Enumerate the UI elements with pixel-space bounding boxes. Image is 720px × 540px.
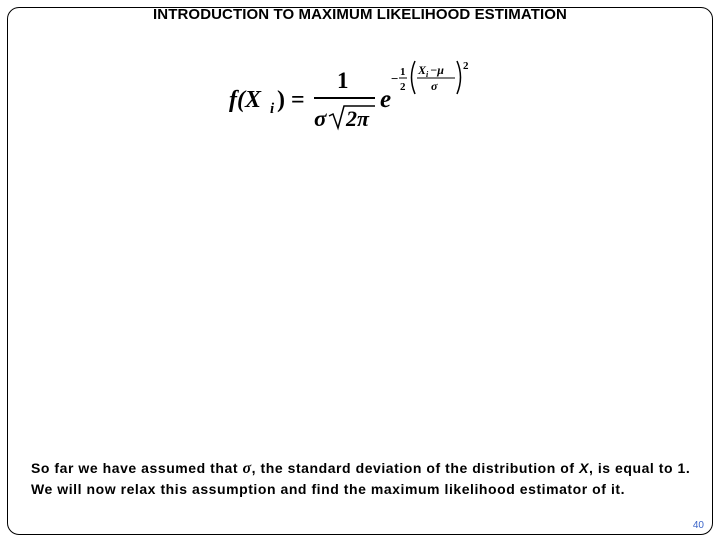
body-line-2: We will now relax this assumption and find the maximum likelihood estimator of it. [31, 481, 626, 497]
formula-svg [225, 55, 485, 135]
formula-lhs-subscript: i [270, 101, 275, 117]
normal-density-formula [225, 55, 485, 135]
exponent-right-paren [457, 61, 461, 94]
exponent-half-denominator: 2 [400, 81, 406, 93]
formula-base-e: e [380, 86, 392, 113]
sigma-symbol: σ [242, 460, 252, 477]
exponent-left-paren [412, 61, 416, 94]
formula-sqrt-content: 2π [346, 106, 370, 131]
exponent-frac-denominator: σ [431, 79, 438, 93]
formula-numerator: 1 [337, 68, 349, 93]
formula-denominator-sigma: σ [314, 106, 327, 131]
exponent-half-numerator: 1 [400, 66, 406, 78]
exponent-power: 2 [463, 60, 469, 72]
formula-lhs: f(X [229, 87, 261, 113]
page-number: 40 [692, 520, 704, 531]
exponent-sign: − [391, 71, 399, 86]
body-line-1 [31, 458, 701, 479]
body-line-1-end: , is equal to 1. [588, 460, 691, 476]
exponent-frac-numerator-subscript: i [426, 70, 429, 79]
slide-body-text [31, 458, 701, 499]
slide-title: INTRODUCTION TO MAXIMUM LIKELIHOOD ESTIMATION [153, 6, 567, 23]
variable-x: X [579, 460, 589, 476]
body-line-1-start: So far we have assumed that [31, 460, 243, 476]
exponent-frac-numerator: X [418, 63, 427, 77]
formula-lhs-close: ) = [277, 87, 305, 113]
body-line-1-middle: , the standard deviation of the distribution of [251, 460, 580, 476]
exponent-frac-numerator-rest: −μ [430, 63, 444, 77]
